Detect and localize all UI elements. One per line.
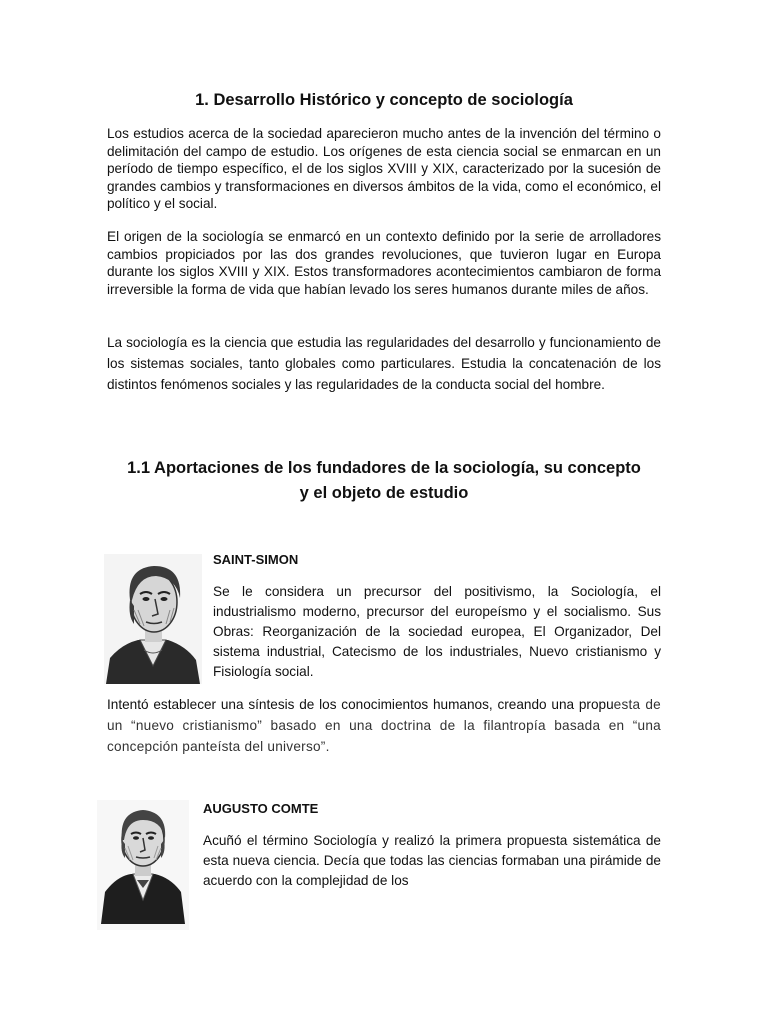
section-1-paragraph-1: Los estudios acerca de la sociedad aparecieron mucho antes de la invención del término o delimitación del campo de estudio. Los orígenes de esta ciencia social se enmarcan en un período de tiempo específico, el de los siglos XVIII y XIX, caracterizado por la sucesión de grandes cambios y transformaciones en diversos ámbitos de la vida, como el económico, el político y el social.	[107, 126, 661, 211]
section-1-1-title-line-1: 1.1 Aportaciones de los fundadores de la sociología, su concepto	[127, 459, 641, 477]
saint-simon-portrait	[104, 554, 202, 684]
saint-simon-extra-part-1: Intentó establecer una síntesis de los conocimientos humanos, creando una propu	[107, 697, 614, 712]
saint-simon-bio: Se le considera un precursor del positivismo, la Sociología, el industrialismo moderno, precursor del europeísmo y el socialismo. Sus Obras: Reorganización de la sociedad europea, El Organizador, Del sistema industrial, Catecismo de los industriales, Nuevo cristianismo y Fisiología social.	[213, 584, 661, 679]
comte-bio: Acuñó el término Sociología y realizó la primera propuesta sistemática de esta nueva ciencia. Decía que todas las ciencias formaban una pirámide de acuerdo con la complejidad de los	[203, 833, 661, 888]
section-1-title: 1. Desarrollo Histórico y concepto de sociología	[195, 91, 573, 109]
saint-simon-extra-part-2: esta de un “nuevo cristianismo” basado en una doctrina de la filantropía basada en “una concepción panteísta del universo”.	[107, 697, 661, 754]
comte-portrait	[97, 800, 189, 930]
section-1-paragraph-2: El origen de la sociología se enmarcó en un contexto definido por la serie de arrolladores cambios propiciados por las dos grandes revoluciones, que tuvieron lugar en Europa durante los siglos XVIII y XIX. Estos transformadores acontecimientos cambiaron de forma irreversible la forma de vida que habían levado los seres humanos durante miles de años.	[107, 229, 661, 297]
section-1-1-title-line-2: y el objeto de estudio	[299, 484, 469, 502]
saint-simon-extra-paragraph	[107, 694, 661, 757]
comte-name: AUGUSTO COMTE	[203, 801, 319, 816]
section-1-paragraph-3: La sociología es la ciencia que estudia las regularidades del desarrollo y funcionamiento de los sistemas sociales, tanto globales como particulares. Estudia la concatenación de los distintos fenómenos sociales y las regularidades de la conducta social del hombre.	[107, 335, 661, 392]
comte-engraving-icon	[97, 800, 189, 930]
saint-simon-name: SAINT-SIMON	[213, 552, 299, 567]
saint-simon-engraving-icon	[104, 554, 202, 684]
